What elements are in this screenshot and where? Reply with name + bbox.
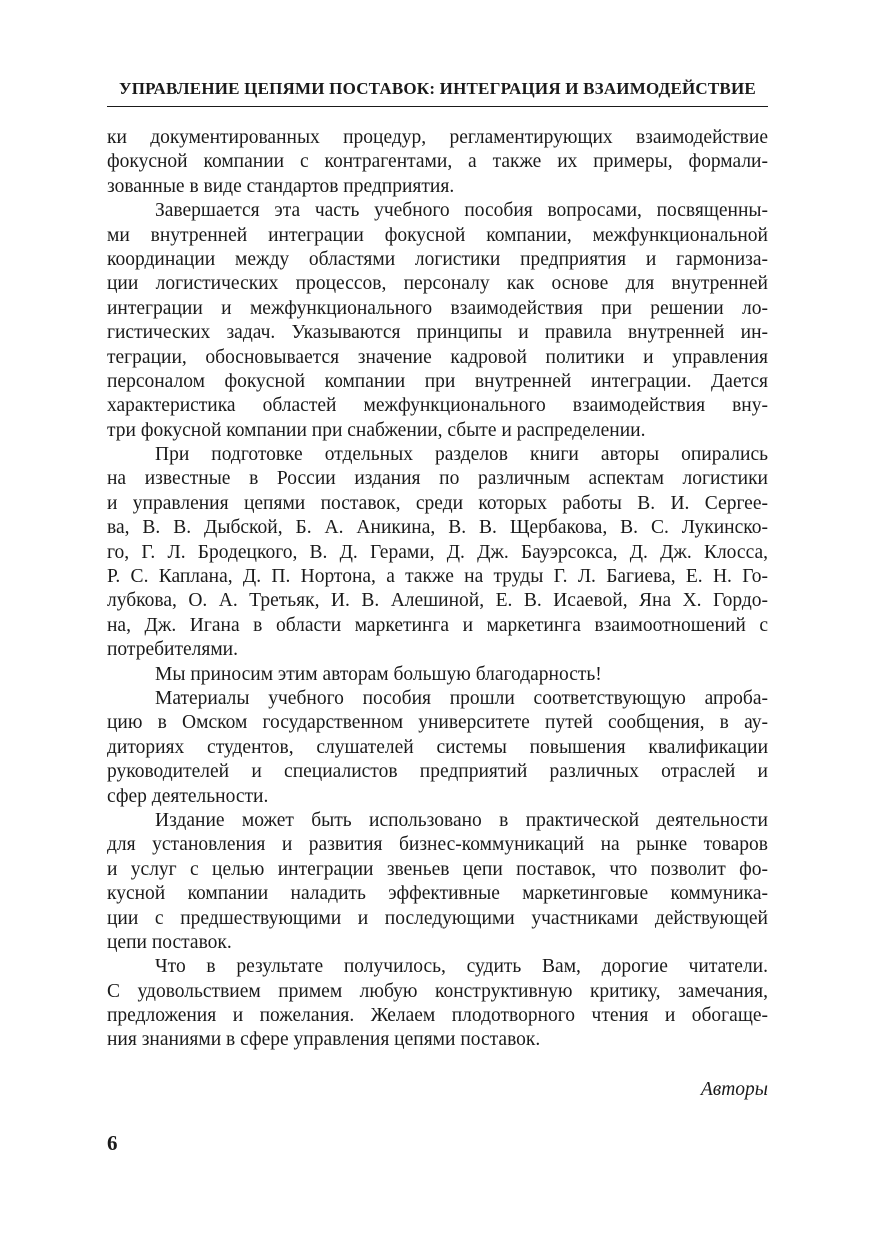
text-line: При подготовке отдельных разделов книги авторы опирались: [155, 444, 768, 466]
text-line: и услуг с целью интеграции звеньев цепи поставок, что позволит фо-: [107, 858, 768, 880]
paragraph: [107, 809, 768, 955]
text-line: цепи поставок.: [107, 931, 232, 953]
text-line: кусной компании наладить эффективные маркетинговые коммуника-: [107, 883, 768, 905]
text-line: сфер деятельности.: [107, 785, 269, 807]
text-line: характеристика областей межфункционального взаимодействия вну-: [107, 395, 768, 417]
signature: Авторы: [700, 1079, 768, 1100]
text-line: Завершается эта часть учебного пособия вопросами, посвященны-: [155, 200, 768, 222]
text-line: руководителей и специалистов предприятий различных отраслей и: [107, 761, 768, 783]
text-line: лубкова, О. А. Третьяк, И. В. Алешиной, Е. В. Исаевой, Яна Х. Гордо-: [107, 590, 768, 612]
text-line: фокусной компании с контрагентами, а также их примеры, формали-: [107, 151, 768, 173]
text-line: го, Г. Л. Бродецкого, В. Д. Герами, Д. Дж. Бауэрсокса, Д. Дж. Клосса,: [107, 541, 768, 563]
paragraph: [107, 687, 768, 809]
text-line: ми внутренней интеграции фокусной компании, межфункциональной: [107, 224, 768, 246]
text-line: Издание может быть использовано в практической деятельности: [155, 809, 768, 831]
paragraph: [107, 955, 768, 1053]
text-line: Мы приносим этим авторам большую благодарность!: [155, 663, 602, 685]
text-line: цию в Омском государственном университете путей сообщения, в ау-: [107, 712, 768, 734]
text-line: три фокусной компании при снабжении, сбыте и распределении.: [107, 419, 646, 441]
paragraph: [107, 443, 768, 663]
text-line: ции с предшествующими и последующими участниками действующей: [107, 907, 768, 929]
text-line: координации между областями логистики предприятия и гармониза-: [107, 248, 768, 270]
text-line: Что в результате получилось, судить Вам, дорогие читатели.: [155, 956, 768, 978]
text-line: зованные в виде стандартов предприятия.: [107, 175, 455, 197]
text-line: для установления и развития бизнес-коммуникаций на рынке товаров: [107, 834, 768, 856]
text-line: ции логистических процессов, персоналу как основе для внутренней: [107, 273, 768, 295]
text-line: ва, В. В. Дыбской, Б. А. Аникина, В. В. Щербакова, В. С. Лукинско-: [107, 517, 768, 539]
running-header: УПРАВЛЕНИЕ ЦЕПЯМИ ПОСТАВОК: ИНТЕГРАЦИЯ И ВЗАИМОДЕЙСТВИЕ: [119, 79, 756, 98]
paragraph: [107, 199, 768, 443]
text-line: диториях студентов, слушателей системы повышения квалификации: [107, 736, 768, 758]
text-line: теграции, обосновывается значение кадровой политики и управления: [107, 346, 768, 368]
header-rule: [107, 106, 768, 107]
text-line: предложения и пожелания. Желаем плодотворного чтения и обогаще-: [107, 1005, 768, 1027]
text-line: и управления цепями поставок, среди которых работы В. И. Сергее-: [107, 492, 768, 514]
text-line: ки документированных процедур, регламентирующих взаимодействие: [107, 127, 768, 148]
body-text: [107, 126, 768, 1053]
text-line: гистических задач. Указываются принципы и правила внутренней ин-: [107, 322, 768, 344]
text-line: персоналом фокусной компании при внутренней интеграции. Дается: [107, 370, 768, 392]
text-line: Р. С. Каплана, Д. П. Нортона, а также на труды Г. Л. Багиева, Е. Н. Го-: [107, 566, 768, 588]
text-line: на известные в России издания по различным аспектам логистики: [107, 468, 768, 490]
text-line: потребителями.: [107, 639, 238, 661]
text-line: ния знаниями в сфере управления цепями поставок.: [107, 1029, 541, 1051]
text-line: С удовольствием примем любую конструктивную критику, замечания,: [107, 980, 768, 1002]
text-line: Материалы учебного пособия прошли соответствующую апроба-: [155, 687, 768, 709]
text-line: интеграции и межфункционального взаимодействия при решении ло-: [107, 297, 768, 319]
paragraph: [107, 663, 768, 687]
page-number: 6: [107, 1131, 118, 1155]
text-line: на, Дж. Игана в области маркетинга и маркетинга взаимоотношений с: [107, 614, 768, 636]
paragraph: [107, 126, 768, 199]
